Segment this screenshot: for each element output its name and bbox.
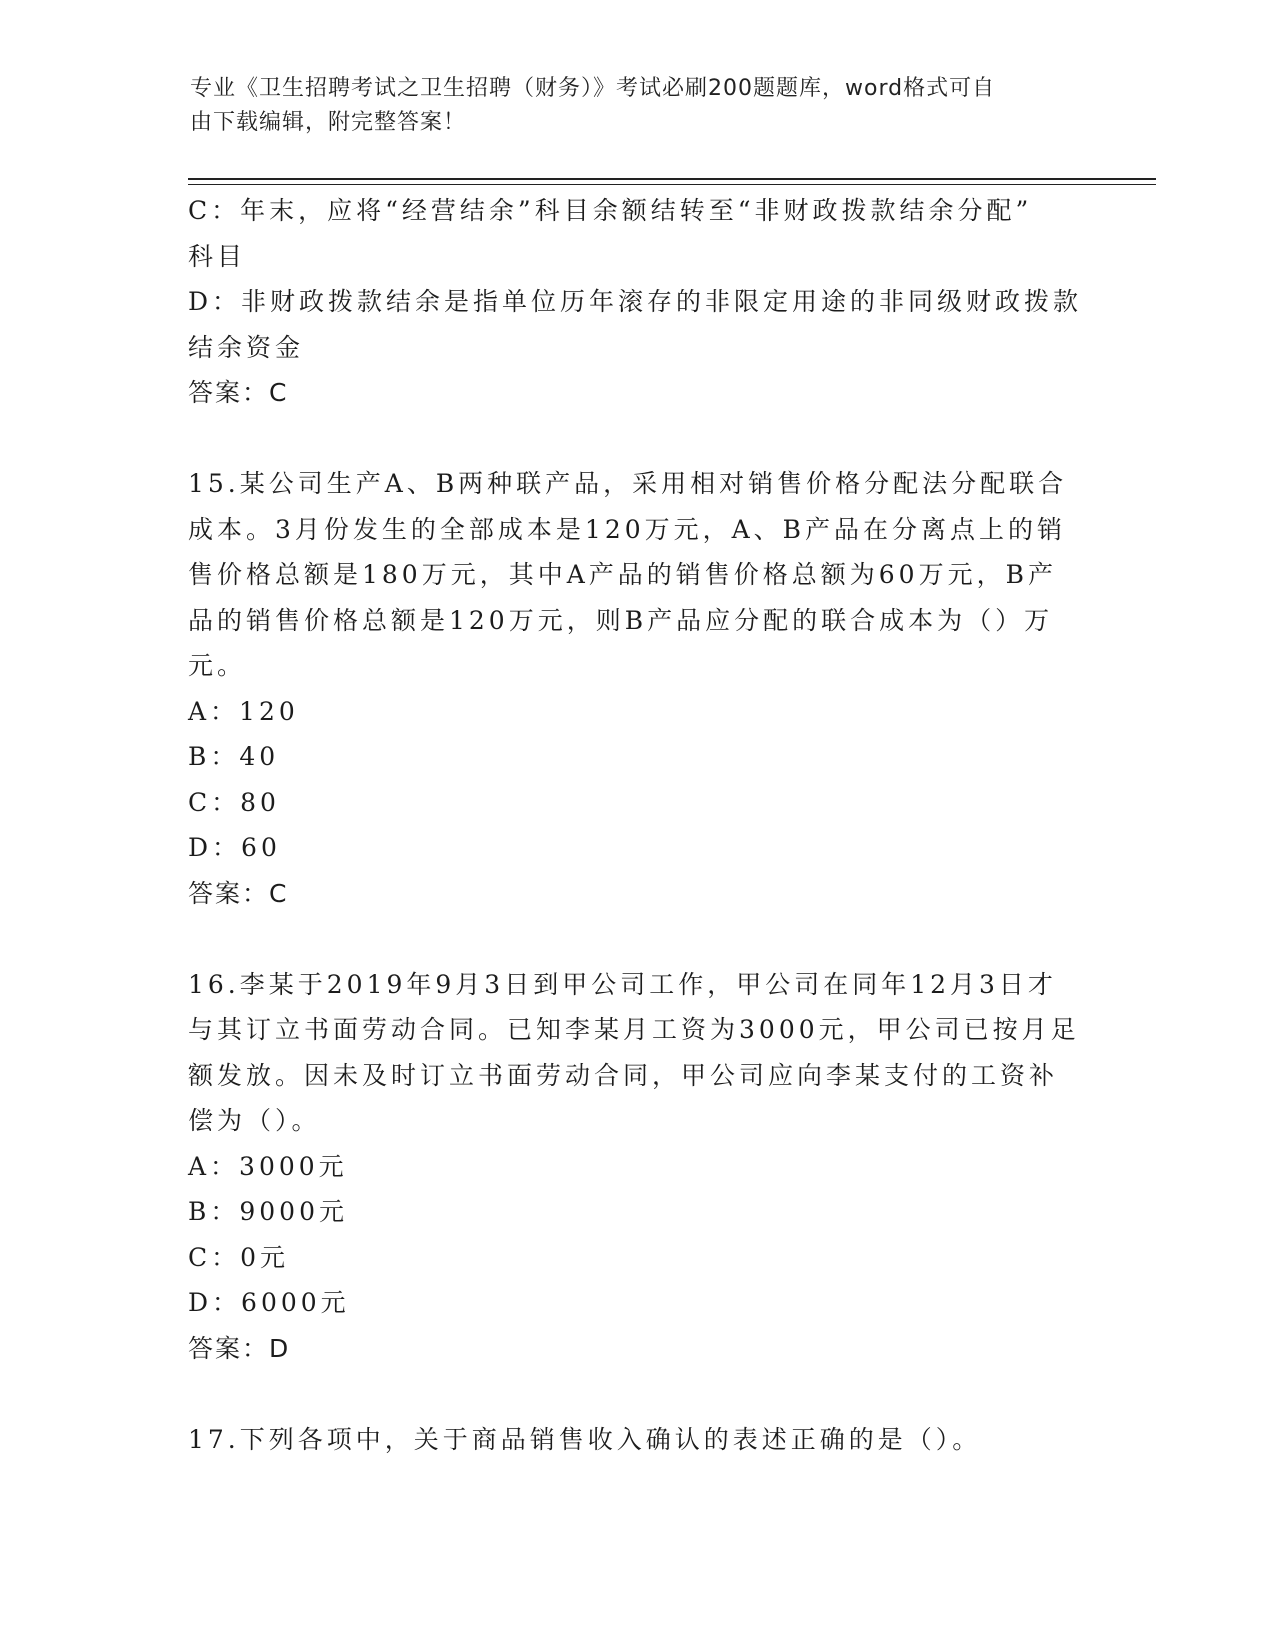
question-16-stem-line-1: 16.李某于2019年9月3日到甲公司工作，甲公司在同年12月3日才: [188, 969, 1057, 999]
question-15-stem-line-5: 元。: [188, 651, 247, 680]
question-15-option-a: A：120: [188, 696, 299, 726]
question-15-stem-line-1: 15.某公司生产A、B两种联产品，采用相对销售价格分配法分配联合: [188, 469, 1068, 498]
header-divider-top: [188, 178, 1156, 180]
question-14-tail: [188, 188, 1088, 416]
question-16-option-d: D：6000元: [188, 1288, 350, 1317]
option-d-line-2: 结余资金: [188, 332, 305, 362]
question-15-stem-line-2: 成本。3月份发生的全部成本是120万元，A、B产品在分离点上的销: [188, 514, 1067, 544]
document-body: [188, 188, 1088, 1462]
header-divider-bottom: [188, 184, 1156, 185]
question-15: [188, 461, 1088, 916]
answer-15: 答案：C: [188, 878, 289, 908]
question-16-option-b: B：9000元: [188, 1197, 348, 1226]
spacer: [188, 416, 1088, 462]
question-15-stem-line-3: 售价格总额是180万元，其中A产品的销售价格总额为60万元，B产: [188, 560, 1057, 589]
question-16-stem-line-2: 与其订立书面劳动合同。已知李某月工资为3000元，甲公司已按月足: [188, 1015, 1080, 1044]
spacer: [188, 1371, 1088, 1417]
question-16-stem-line-4: 偿为（）。: [188, 1106, 321, 1135]
answer-16: 答案：D: [188, 1333, 291, 1363]
question-16-option-a: A：3000元: [188, 1151, 348, 1181]
option-c-line-2: 科目: [188, 241, 247, 271]
question-17-stem-line-1: 17.下列各项中，关于商品销售收入确认的表述正确的是（）。: [188, 1424, 982, 1454]
question-15-option-d: D：60: [188, 833, 281, 862]
document-header: [190, 72, 1070, 140]
header-title-line-2: 由下载编辑，附完整答案！: [190, 110, 467, 135]
question-16: [188, 962, 1088, 1372]
question-15-option-c: C：80: [188, 787, 280, 817]
spacer: [188, 916, 1088, 962]
answer-14: 答案：C: [188, 378, 289, 407]
question-15-stem-line-4: 品的销售价格总额是120万元，则B产品应分配的联合成本为（）万: [188, 605, 1054, 635]
option-c-line-1: C：年末，应将“经营结余”科目余额结转至“非财政拨款结余分配”: [188, 196, 1033, 225]
question-16-stem-line-3: 额发放。因未及时订立书面劳动合同，甲公司应向李某支付的工资补: [188, 1060, 1059, 1090]
question-16-option-c: C：0元: [188, 1242, 290, 1272]
question-17: [188, 1417, 1088, 1463]
header-title-line-1: 专业《卫生招聘考试之卫生招聘（财务）》考试必刷200题题库，word格式可自: [190, 76, 996, 101]
option-d-line-1: D：非财政拨款结余是指单位历年滚存的非限定用途的非同级财政拨款: [188, 287, 1083, 316]
question-15-option-b: B：40: [188, 742, 280, 771]
